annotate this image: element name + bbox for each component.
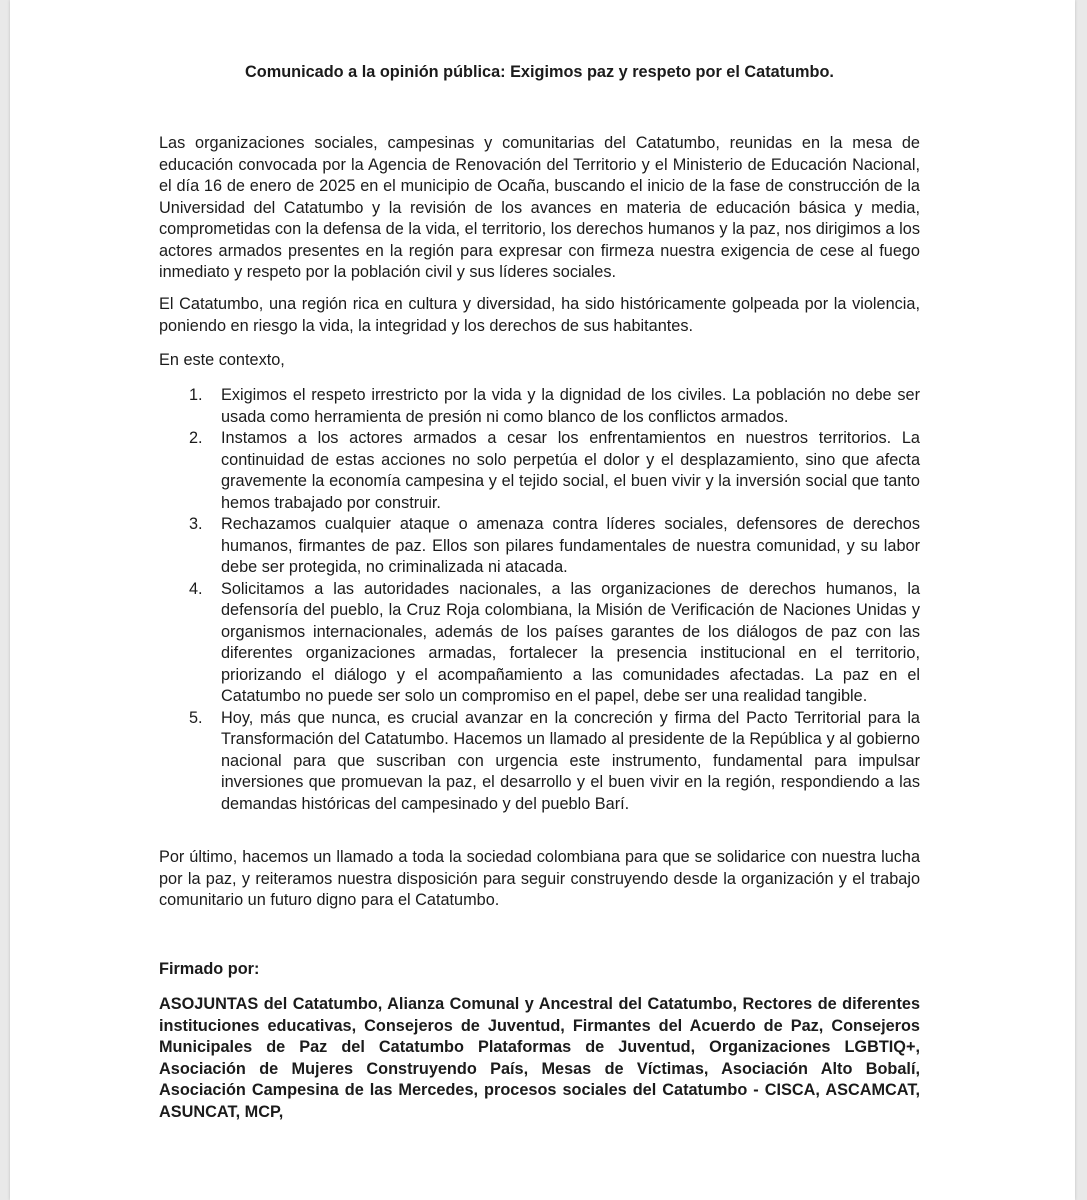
list-item-number: 3. [189, 515, 203, 533]
document-title: Comunicado a la opinión pública: Exigimos paz y respeto por el Catatumbo. [245, 63, 834, 81]
list-item-number: 4. [189, 579, 203, 598]
list-item [159, 428, 920, 514]
closing-paragraph: Por último, hacemos un llamado a toda la sociedad colombiana para que se solidarice con nuestra lucha por la paz, y reiteramos nuestra disposición para seguir construyendo desde la organización y el trabajo comunitario un futuro digno para el Catatumbo. [159, 848, 920, 909]
list-item-text: Exigimos el respeto irrestricto por la vida y la dignidad de los civiles. La población no debe ser usada como herramienta de presión ni como blanco de los conflictos armados. [221, 386, 920, 426]
list-item-text: Hoy, más que nunca, es crucial avanzar en la concreción y firma del Pacto Territorial para la Transformación del Catatumbo. Hacemos un llamado al presidente de la República y al gobierno nacional para que suscriban con urgencia este instrumento, fundamental para impulsar inversiones que promuevan la paz, el desarrollo y el buen vivir en la región, respondiendo a las demandas históricas del campesinado y del pueblo Barí. [221, 708, 920, 813]
signatories-list: ASOJUNTAS del Catatumbo, Alianza Comunal y Ancestral del Catatumbo, Rectores de diferentes instituciones educativas, Consejeros de Juventud, Firmantes del Acuerdo de Paz, Consejeros Municipales de Paz del Catatumbo Plataformas de Juventud, Organizaciones LGBTIQ+, Asociación de Mujeres Construyendo País, Mesas de Víctimas, Asociación Alto Bobalí, Asociación Campesina de las Mercedes, procesos sociales del Catatumbo - CISCA, ASCAMCAT, ASUNCAT, MCP, [159, 995, 920, 1121]
list-item-text: Solicitamos a las autoridades nacionales, a las organizaciones de derechos humanos, la defensoría del pueblo, la Cruz Roja colombiana, la Misión de Verificación de Naciones Unidas y organismos internacionales, además de los países garantes de los diálogos de paz con las diferentes organizaciones armadas, fortalecer la presencia institucional en el territorio, priorizando el diálogo y el acompañamiento a las comunidades afectadas. La paz en el Catatumbo no puede ser solo un compromiso en el papel, debe ser una realidad tangible. [221, 579, 920, 705]
list-item [159, 514, 920, 579]
list-item-number: 1. [189, 386, 203, 404]
list-item-number: 5. [189, 708, 203, 727]
list-item-text: Rechazamos cualquier ataque o amenaza contra líderes sociales, defensores de derechos humanos, firmantes de paz. Ellos son pilares fundamentales de nuestra comunidad, y su labor debe ser protegida, no criminalizada ni atacada. [221, 515, 920, 576]
lead-in-paragraph: En este contexto, [159, 351, 285, 369]
document-page [10, 0, 1075, 1200]
list-item-number: 2. [189, 429, 203, 447]
context-paragraph: El Catatumbo, una región rica en cultura y diversidad, ha sido históricamente golpeada por la violencia, poniendo en riesgo la vida, la integridad y los derechos de sus habitantes. [159, 295, 920, 335]
signed-by-heading: Firmado por: [159, 960, 260, 978]
list-item-text: Instamos a los actores armados a cesar los enfrentamientos en nuestros territorios. La continuidad de estas acciones no solo perpetúa el dolor y el desplazamiento, sino que afecta gravemente la economía campesina y el tejido social, el buen vivir y la inversión social que tanto hemos trabajado por construir. [221, 429, 920, 512]
list-item [159, 579, 920, 708]
intro-paragraph: Las organizaciones sociales, campesinas y comunitarias del Catatumbo, reunidas en la mesa de educación convocada por la Agencia de Renovación del Territorio y el Ministerio de Educación Nacional, el día 16 de enero de 2025 en el municipio de Ocaña, buscando el inicio de la fase de construcción de la Universidad del Catatumbo y la revisión de los avances en materia de educación básica y media, comprometidas con la defensa de la vida, el territorio, los derechos humanos y la paz, nos dirigimos a los actores armados presentes en la región para expresar con firmeza nuestra exigencia de cese al fuego inmediato y respeto por la población civil y sus líderes sociales. [159, 134, 920, 281]
demands-list [159, 385, 920, 815]
list-item [159, 708, 920, 816]
list-item [159, 385, 920, 428]
